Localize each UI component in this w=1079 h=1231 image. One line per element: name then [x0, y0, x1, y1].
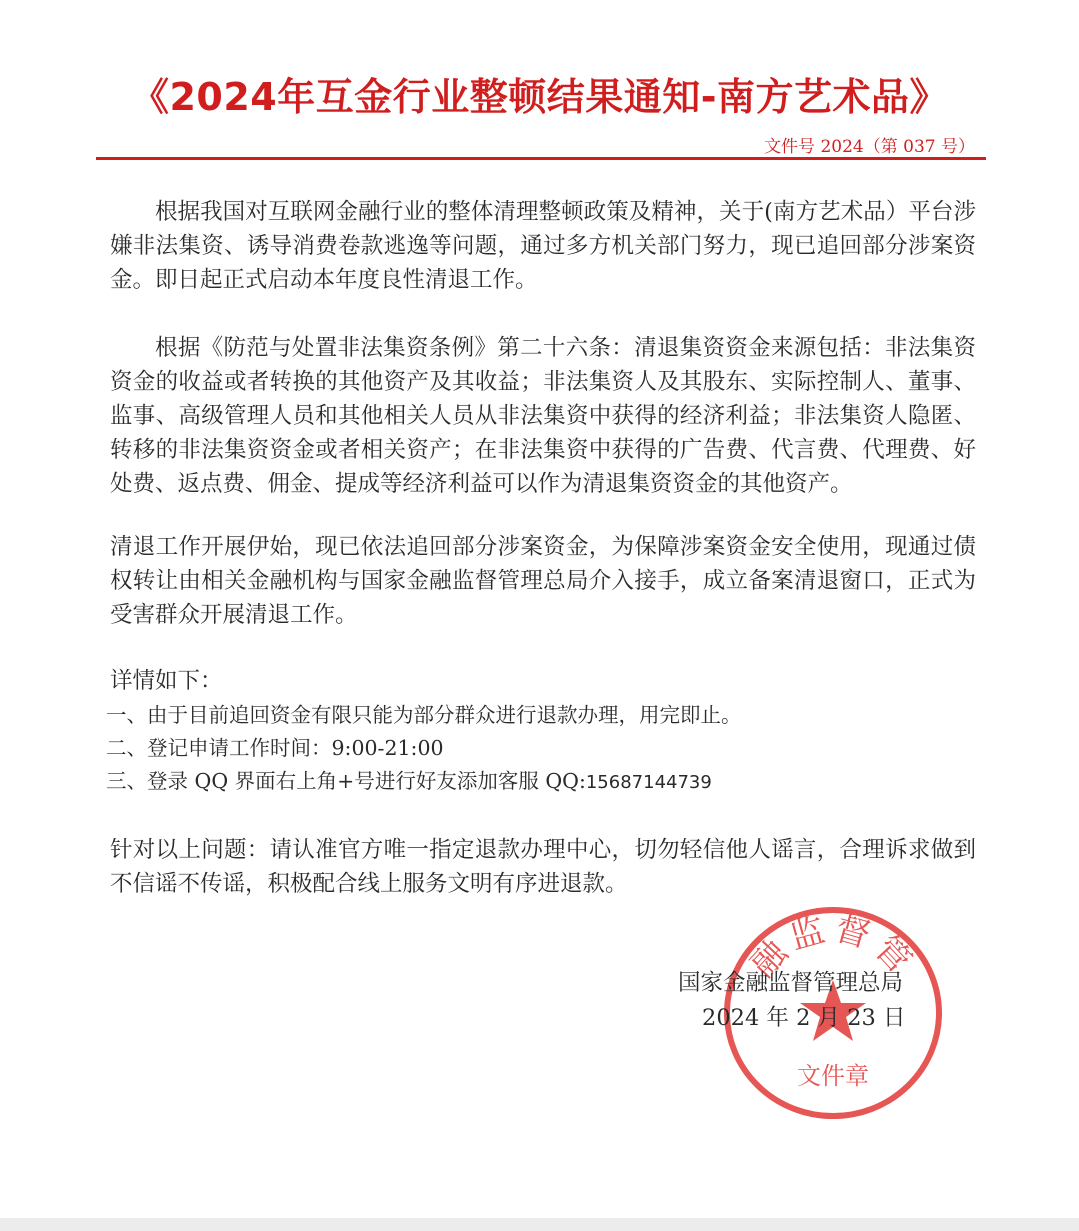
issuing-agency: 国家金融监督管理总局	[678, 970, 904, 996]
detail-item-2: 二、登记申请工作时间：9:00-21:00	[106, 736, 444, 760]
detail-item-1: 一、由于目前追回资金有限只能为部分群众进行退款办理，用完即止。	[106, 703, 742, 727]
warning-block	[110, 833, 976, 901]
detail-item-3	[106, 765, 986, 799]
paragraph-3-block	[110, 530, 976, 632]
document-number: 文件号 2024（第 037 号）	[764, 137, 975, 157]
document-title: 《2024年互金行业整顿结果通知-南方艺术品》	[130, 75, 949, 119]
red-divider	[96, 157, 986, 160]
paragraph-2: 根据《防范与处置非法集资条例》第二十六条：清退集资资金来源包括：非法集资资金的收益或者转换的其他资产及其收益；非法集资人及其股东、实际控制人、董事、监事、高级管理人员和其他相关人员从非法集资中获得的经济利益；非法集资人隐匿、转移的非法集资资金或者相关资产；在非法集资中获得的广告费、代言费、代理费、好处费、返点费、佣金、提成等经济利益可以作为清退集资资金的其他资产。	[110, 335, 976, 497]
seal-bottom-text: 文件章	[797, 1062, 869, 1090]
paragraph-2-block	[110, 331, 976, 501]
paragraph-1: 根据我国对互联网金融行业的整体清理整顿政策及精神，关于(南方艺术品）平台涉嫌非法集资、诱导消费卷款逃逸等问题，通过多方机关部门努力，现已追回部分涉案资金。即日起正式启动本年度良性清退工作。	[110, 199, 976, 293]
issue-date: 2024 年 2 月 23 日	[702, 1005, 906, 1031]
detail-item-3-text: 三、登录 QQ 界面右上角+号进行好友添加客服 QQ:	[106, 769, 586, 793]
paragraph-3: 清退工作开展伊始，现已依法追回部分涉案资金，为保障涉案资金安全使用，现通过债权转让由相关金融机构与国家金融监督管理总局介入接手，成立备案清退窗口，正式为受害群众开展清退工作。	[110, 534, 976, 628]
details-heading: 详情如下：	[110, 668, 223, 694]
qq-number: 15687144739	[585, 772, 712, 793]
warning-paragraph: 针对以上问题：请认准官方唯一指定退款办理中心，切勿轻信他人谣言，合理诉求做到不信谣不传谣，积极配合线上服务文明有序进退款。	[110, 837, 976, 897]
seal-arc-text: 融监督管	[743, 908, 923, 986]
paragraph-1-block	[110, 195, 976, 297]
